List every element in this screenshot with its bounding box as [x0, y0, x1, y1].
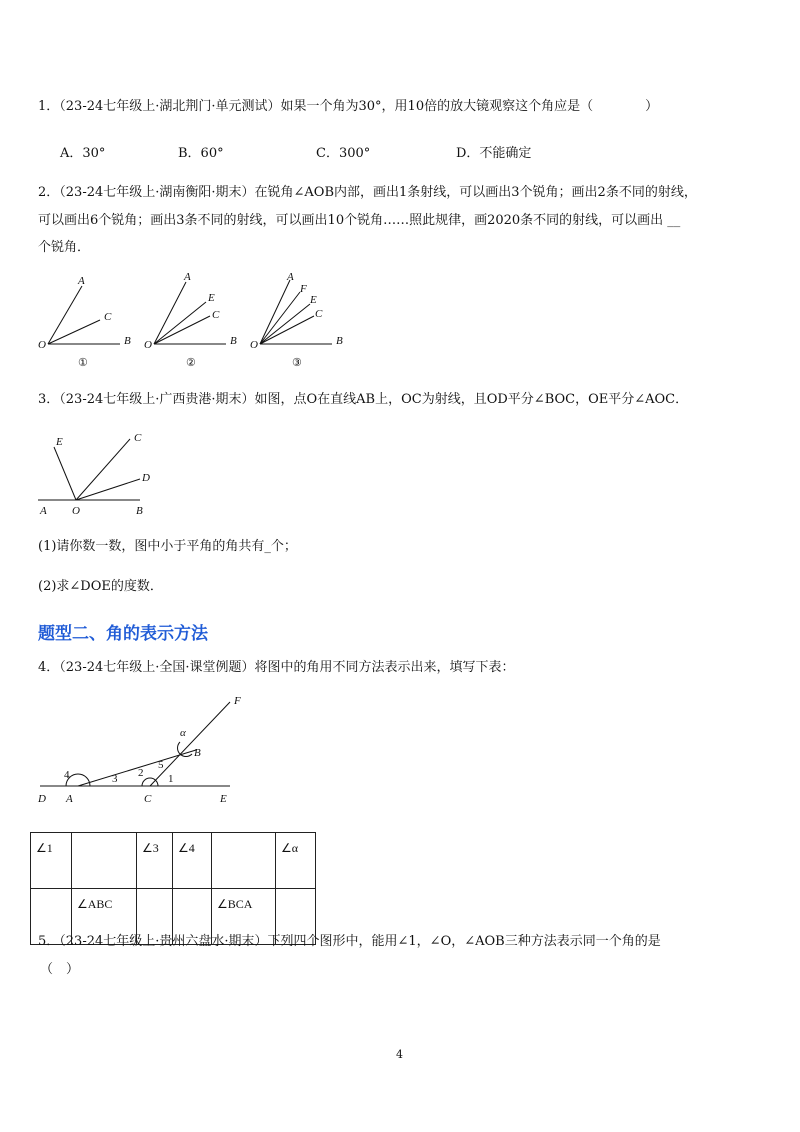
label-o: O — [144, 339, 152, 351]
question-2-line-3: 个锐角． — [38, 240, 91, 255]
q1-option-d: D．不能确定 — [456, 146, 532, 161]
question-5-answer-paren[interactable]: （ ） — [40, 962, 80, 977]
label-e: E — [220, 793, 227, 805]
q2-figure-2 — [144, 271, 237, 369]
q2-figure-1 — [38, 275, 131, 369]
page-number: 4 — [396, 1048, 403, 1061]
question-3-part-1: (1)请你数一数，图中小于平角的角共有_个； — [38, 539, 297, 554]
label-a: A — [184, 271, 191, 283]
table-cell[interactable]: ∠BCA — [212, 889, 276, 945]
label-o: O — [72, 505, 80, 517]
label-c: C — [144, 793, 152, 805]
question-2-line-2: 可以画出6个锐角；画出3条不同的射线，可以画出10个锐角……照此规律，画2020条不同的射线，可以画出 __ — [38, 213, 681, 228]
label-3: 3 — [112, 773, 118, 785]
label-2: 2 — [138, 767, 144, 779]
label-a: A — [287, 271, 294, 283]
table-cell[interactable]: ∠4 — [173, 833, 212, 889]
label-4: 4 — [64, 769, 70, 781]
q4-figure — [30, 690, 270, 810]
label-b: B — [136, 505, 143, 517]
label-1: 1 — [168, 773, 174, 785]
label-e: E — [208, 292, 215, 304]
table-cell[interactable]: ∠1 — [31, 833, 72, 889]
label-o: O — [38, 339, 46, 351]
label-5: 5 — [158, 759, 164, 771]
table-cell[interactable]: ∠3 — [137, 833, 173, 889]
label-f: F — [300, 283, 307, 295]
label-c: C — [134, 432, 142, 444]
q2-figure-3 — [250, 271, 343, 369]
figure-number: ③ — [292, 357, 302, 369]
question-3-part-2: (2)求∠DOE的度数． — [38, 579, 163, 594]
label-a: A — [40, 505, 47, 517]
label-c: C — [212, 309, 220, 321]
label-alpha: α — [180, 727, 186, 739]
table-cell[interactable]: ∠α — [276, 833, 316, 889]
label-e: E — [56, 436, 63, 448]
label-b: B — [230, 335, 237, 347]
figure-number: ① — [78, 357, 88, 369]
table-row — [31, 833, 316, 889]
q1-option-c: C．300° — [316, 146, 371, 161]
label-b: B — [124, 335, 131, 347]
angle-table — [30, 832, 316, 945]
q1-option-b: B．60° — [178, 146, 224, 161]
label-c: C — [104, 311, 112, 323]
label-b: B — [336, 335, 343, 347]
table-cell[interactable]: ∠ABC — [72, 889, 137, 945]
label-c: C — [315, 308, 323, 320]
question-2-line-1: 2．（23-24七年级上·湖南衡阳·期末）在锐角∠AOB内部，画出1条射线，可以画出3个锐角；画出2条不同的射线， — [38, 185, 697, 200]
label-d: D — [142, 472, 150, 484]
question-1-text: 1．（23-24七年级上·湖北荆门·单元测试）如果一个角为30°，用10倍的放大镜观察这个角应是（ ） — [38, 99, 659, 114]
q3-figure — [30, 425, 160, 520]
q2-figures — [30, 268, 360, 378]
question-5-text: 5．（23-24七年级上·贵州六盘水·期末）下列四个图形中，能用∠1，∠O，∠AOB三种方法表示同一个角的是 — [38, 934, 661, 949]
label-d: D — [38, 793, 46, 805]
label-f: F — [234, 695, 241, 707]
label-a: A — [66, 793, 73, 805]
table-cell[interactable] — [212, 833, 276, 889]
label-b: B — [194, 747, 201, 759]
section-heading: 题型二、角的表示方法 — [38, 624, 208, 644]
label-o: O — [250, 339, 258, 351]
question-3-text: 3．（23-24七年级上·广西贵港·期末）如图，点O在直线AB上，OC为射线，且OD平分∠BOC，OE平分∠AOC． — [38, 392, 689, 407]
label-e: E — [310, 294, 317, 306]
q1-option-a: A．30° — [60, 146, 106, 161]
question-4-text: 4．（23-24七年级上·全国·课堂例题）将图中的角用不同方法表示出来，填写下表： — [38, 660, 515, 675]
figure-number: ② — [186, 357, 196, 369]
label-a: A — [78, 275, 85, 287]
table-cell[interactable] — [72, 833, 137, 889]
